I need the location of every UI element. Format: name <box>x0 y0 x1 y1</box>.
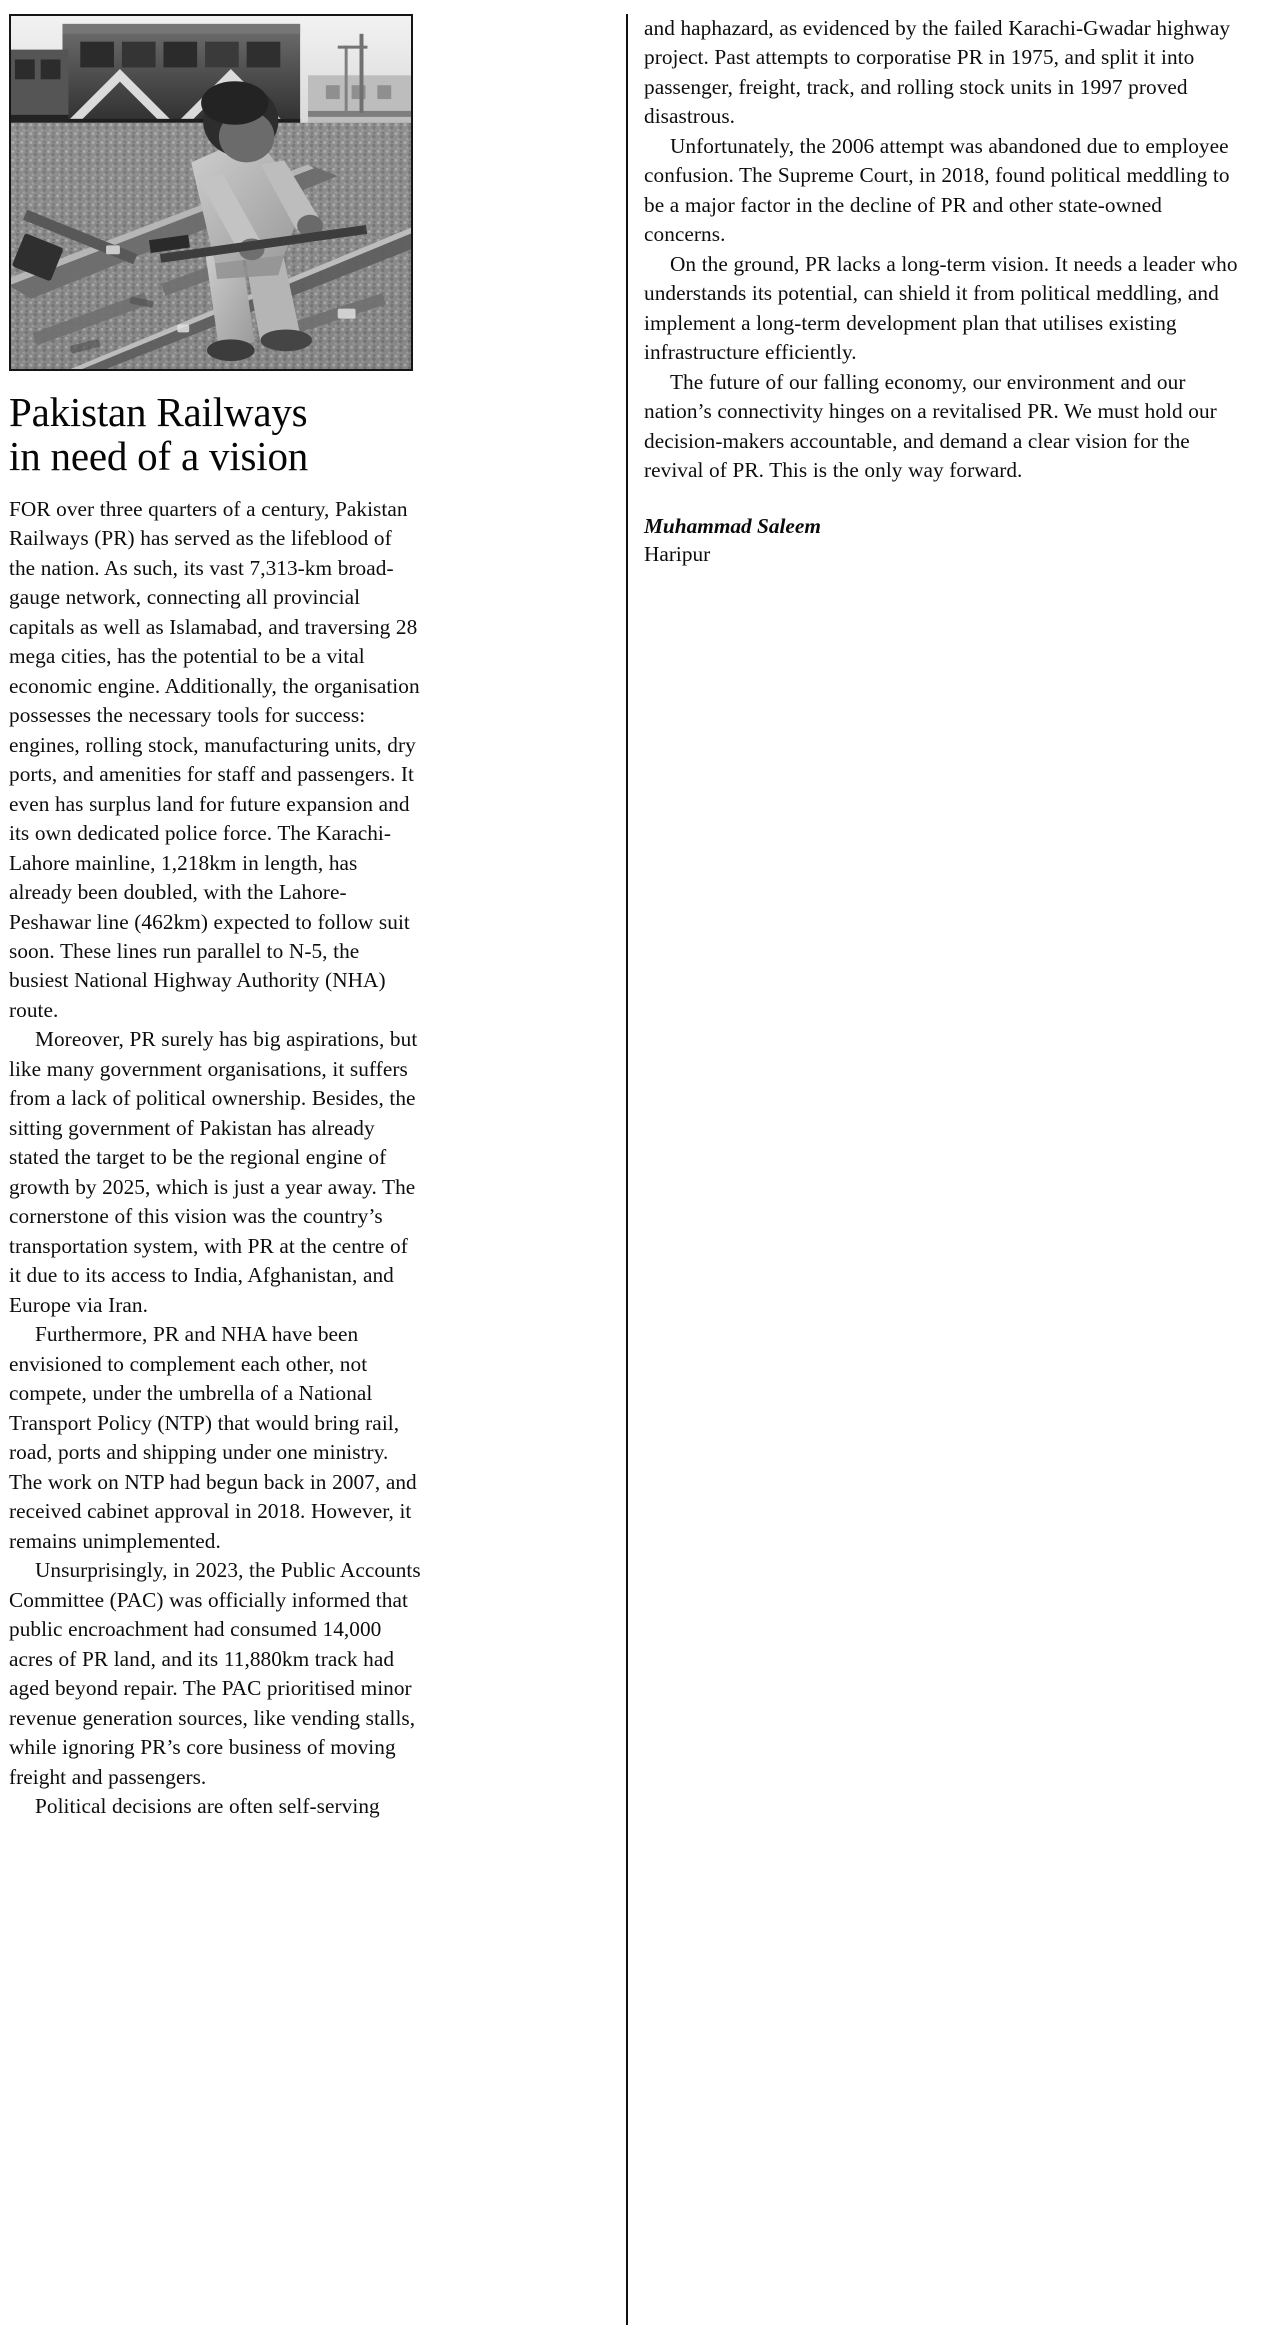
byline <box>644 512 1244 569</box>
paragraph: Unfortunately, the 2006 attempt was abandoned due to employee confusion. The Supreme Court, in 2018, found political meddling to be a major factor in the decline of PR and other state-owned concerns. <box>644 133 1230 247</box>
paragraph: Political decisions are often self-serving <box>35 1794 380 1819</box>
article-headline: Pakistan Railways in need of a vision <box>9 389 309 479</box>
column-divider-rule <box>626 14 628 2325</box>
paragraph: Moreover, PR surely has big aspirations, but like many government organisations, it suffers from a lack of political ownership. Besides, the sitting government of Pakistan has already stated the target to be the regional engine of growth by 2025, which is just a year away. The cornerstone of this vision was the country’s transportation system, with PR at the centre of it due to its access to India, Afghanistan, and Europe via Iran. <box>9 1027 418 1317</box>
left-column <box>9 14 421 1822</box>
byline-author: Muhammad Saleem <box>644 513 821 538</box>
byline-place: Haripur <box>644 542 711 567</box>
railway-worker-photo-image <box>11 16 411 369</box>
paragraph: FOR over three quarters of a century, Pakistan Railways (PR) has served as the lifeblood of the nation. As such, its vast 7,313-km broad-gauge network, connecting all provincial capitals as well as Islamabad, and traversing 28 mega cities, has the potential to be a vital economic engine. Additionally, the organisation possesses the necessary tools for success: engines, rolling stock, manufacturing units, dry ports, and amenities for staff and passengers. It even has surplus land for future expansion and its own dedicated police force. The Karachi-Lahore mainline, 1,218km in length, has already been doubled, with the Lahore-Peshawar line (462km) expected to follow suit soon. These lines run parallel to N-5, the busiest National Highway Authority (NHA) route. <box>9 496 420 1022</box>
paragraph: Unsurprisingly, in 2023, the Public Accounts Committee (PAC) was officially informed that public encroachment had consumed 14,000 acres of PR land, and its 11,880km track had aged beyond repair. The PAC prioritised minor revenue generation sources, like vending stalls, while ignoring PR’s core business of moving freight and passengers. <box>9 1558 421 1789</box>
paragraph: The future of our falling economy, our environment and our nation’s connectivity hinges on a revitalised PR. We must hold our decision-makers accountable, and demand a clear vision for the revival of PR. This is the only way forward. <box>644 369 1217 483</box>
paragraph: and haphazard, as evidenced by the failed Karachi-Gwadar highway project. Past attempts to corporatise PR in 1975, and split it into passenger, freight, track, and rolling stock units in 1997 proved disastrous. <box>644 16 1231 129</box>
paragraph: Furthermore, PR and NHA have been envisioned to complement each other, not compete, under the umbrella of a National Transport Policy (NTP) that would bring rail, road, ports and shipping under one ministry. The work on NTP had begun back in 2007, and received cabinet approval in 2018. However, it remains unimplemented. <box>9 1322 417 1553</box>
right-column-body <box>644 14 1244 486</box>
right-column <box>644 14 1244 569</box>
left-column-body <box>9 495 421 1822</box>
article-photo <box>9 14 413 371</box>
paragraph: On the ground, PR lacks a long-term vision. It needs a leader who understands its potential, can shield it from political meddling, and implement a long-term development plan that utilises existing infrastructure efficiently. <box>644 251 1238 365</box>
